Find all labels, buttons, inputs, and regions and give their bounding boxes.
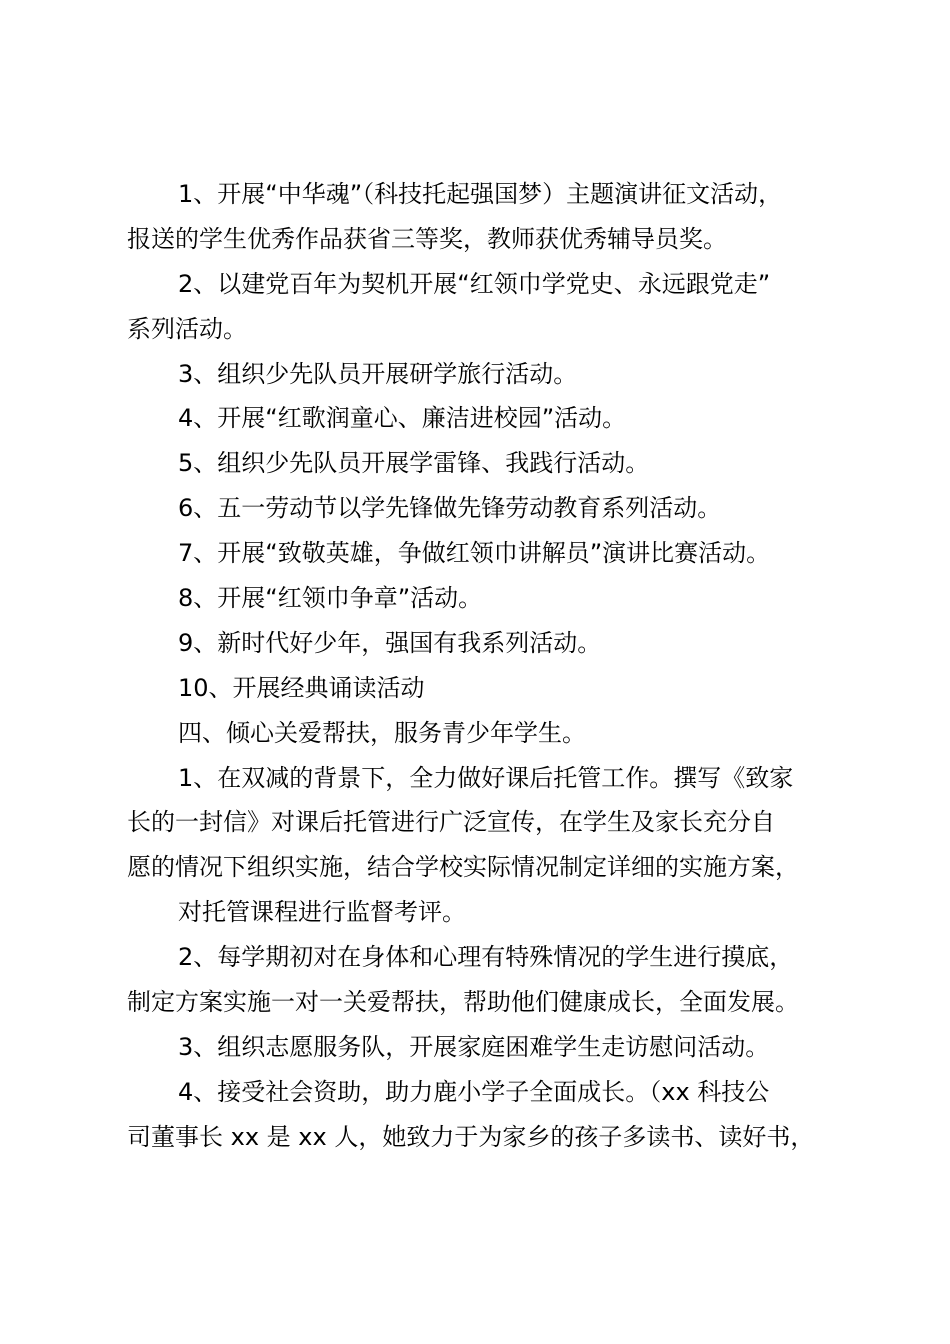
text-line: 8、开展“红领巾争章”活动。	[178, 584, 483, 613]
text-line: 司董事长 xx 是 xx 人，她致力于为家乡的孩子多读书、读好书，	[127, 1122, 815, 1151]
text-line: 1、开展“中华魂”（科技托起强国梦）主题演讲征文活动，	[178, 180, 783, 208]
text-line: 2、以建党百年为契机开展“红领巾学党史、永远跟党走”	[178, 269, 771, 298]
document-body	[127, 172, 862, 1160]
text-line: 四、倾心关爱帮扶，服务青少年学生。	[178, 718, 586, 747]
text-line: 4、开展“红歌润童心、廉洁进校园”活动。	[178, 404, 627, 433]
text-line: 报送的学生优秀作品获省三等奖，教师获优秀辅导员奖。	[127, 224, 727, 253]
text-line: 5、组织少先队员开展学雷锋、我践行活动。	[178, 449, 650, 478]
text-line: 7、开展“致敬英雄，争做红领巾讲解员”演讲比赛活动。	[178, 539, 771, 568]
text-line: 1、在双减的背景下，全力做好课后托管工作。撰写《致家	[178, 763, 794, 792]
text-line: 制定方案实施一对一关爱帮扶，帮助他们健康成长，全面发展。	[127, 988, 799, 1017]
text-line: 愿的情况下组织实施，结合学校实际情况制定详细的实施方案，	[127, 853, 799, 882]
text-line: 4、接受社会资助，助力鹿小学子全面成长。（xx 科技公	[178, 1077, 770, 1106]
text-line: 9、新时代好少年，强国有我系列活动。	[178, 628, 602, 657]
text-line: 10、开展经典诵读活动	[178, 673, 425, 702]
text-line: 系列活动。	[127, 314, 247, 343]
text-line: 6、五一劳动节以学先锋做先锋劳动教育系列活动。	[178, 494, 722, 523]
text-line: 3、组织少先队员开展研学旅行活动。	[178, 359, 578, 388]
text-line: 对托管课程进行监督考评。	[178, 898, 466, 927]
text-line: 长的一封信》对课后托管进行广泛宣传，在学生及家长充分自	[127, 808, 775, 837]
text-line: 3、组织志愿服务队，开展家庭困难学生走访慰问活动。	[178, 1032, 770, 1061]
text-line: 2、每学期初对在身体和心理有特殊情况的学生进行摸底，	[178, 943, 794, 972]
